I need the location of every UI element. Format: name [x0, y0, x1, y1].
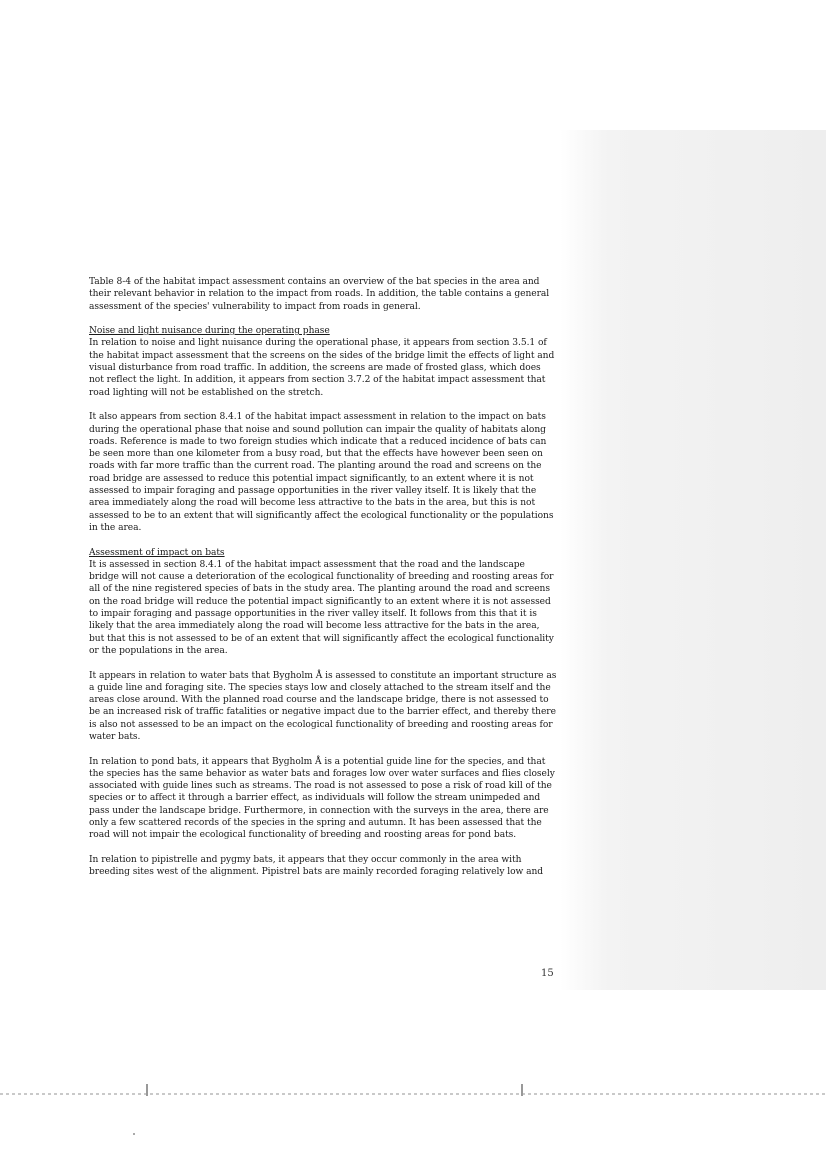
heading-noise-light: Noise and light nuisance during the operating phase: [89, 326, 330, 337]
paragraph-table-overview: Table 8-4 of the habitat impact assessment contains an overview of the bat species in the area and their relevant behavior in relation to the impact from roads. In addition, the table contains a general assessment of the species' vulnerability to impact from roads in general.: [89, 277, 550, 312]
scan-artifact-mark: [521, 1084, 523, 1096]
scan-shading: [560, 130, 826, 990]
paragraph-pipistrelle-bats: In relation to pipistrelle and pygmy bats, it appears that they occur commonly in the area with breeding sites west of the alignment. Pipistrel bats are mainly recorded foraging relatively low and: [89, 854, 544, 878]
page-number: 15: [541, 968, 554, 979]
heading-impact-on-bats: Assessment of impact on bats: [89, 547, 225, 558]
document-body: [89, 276, 557, 891]
paragraph-operational-phase: It also appears from section 8.4.1 of the habitat impact assessment in relation to the impact on bats during the operational phase that noise and sound pollution can impair the quality of habitats along roads. Reference is made to two foreign studies which indicate that a reduced incidence of bats can be seen more than one kilometer from a busy road, but that the effects have however been seen on roads with far more traffic than the current road. The planting around the road and screens on the road bridge are assessed to reduce this potential impact significantly, to an extent where it is not assessed to impair foraging and passage opportunities in the river valley itself. It is likely that the area immediately along the road will become less attractive to the bats in the area, but this is not assessed to be to an extent that will significantly affect the ecological functionality or the populations in the area.: [89, 412, 554, 533]
scan-artifact-mark: [146, 1084, 148, 1096]
paragraph-impact-on-bats: It is assessed in section 8.4.1 of the habitat impact assessment that the road and the landscape bridge will not cause a deterioration of the ecological functionality of breeding and roosting areas for all of the nine registered species of bats in the study area. The planting around the road and screens on the road bridge will reduce the potential impact significantly to an extent where it is not assessed to impair foraging and passage opportunities in the river valley itself. It follows from this that it is likely that the area immediately along the road will become less attractive for the bats in the area, but that this is not assessed to be of an extent that will significantly affect the ecological functionality or the populations in the area.: [89, 559, 554, 656]
scan-artifact-dot: [133, 1133, 135, 1135]
scan-artifact-line: [0, 1093, 826, 1095]
paragraph-water-bats: It appears in relation to water bats that Bygholm Å is assessed to constitute an important structure as a guide line and foraging site. The species stays low and closely attached to the stream itself and the areas close around. With the planned road course and the landscape bridge, there is not assessed to be an increased risk of traffic fatalities or negative impact due to the barrier effect, and thereby there is also not assessed to be an impact on the ecological functionality of breeding and roosting areas for water bats.: [89, 670, 557, 742]
paragraph-noise-light: In relation to noise and light nuisance during the operational phase, it appears from section 3.5.1 of the habitat impact assessment that the screens on the sides of the bridge limit the effects of light and visual disturbance from road traffic. In addition, the screens are made of frosted glass, which does not reflect the light. In addition, it appears from section 3.7.2 of the habitat impact assessment that road lighting will not be established on the stretch.: [89, 338, 555, 398]
paragraph-pond-bats: In relation to pond bats, it appears that Bygholm Å is a potential guide line for the species, and that the species has the same behavior as water bats and forages low over water surfaces and flies closely associated with guide lines such as streams. The road is not assessed to pose a risk of road kill of the species or to affect it through a barrier effect, as individuals will follow the stream unimpeded and pass under the landscape bridge. Furthermore, in connection with the surveys in the area, there are only a few scattered records of the species in the spring and autumn. It has been assessed that the road will not impair the ecological functionality of breeding and roosting areas for pond bats.: [89, 756, 555, 841]
